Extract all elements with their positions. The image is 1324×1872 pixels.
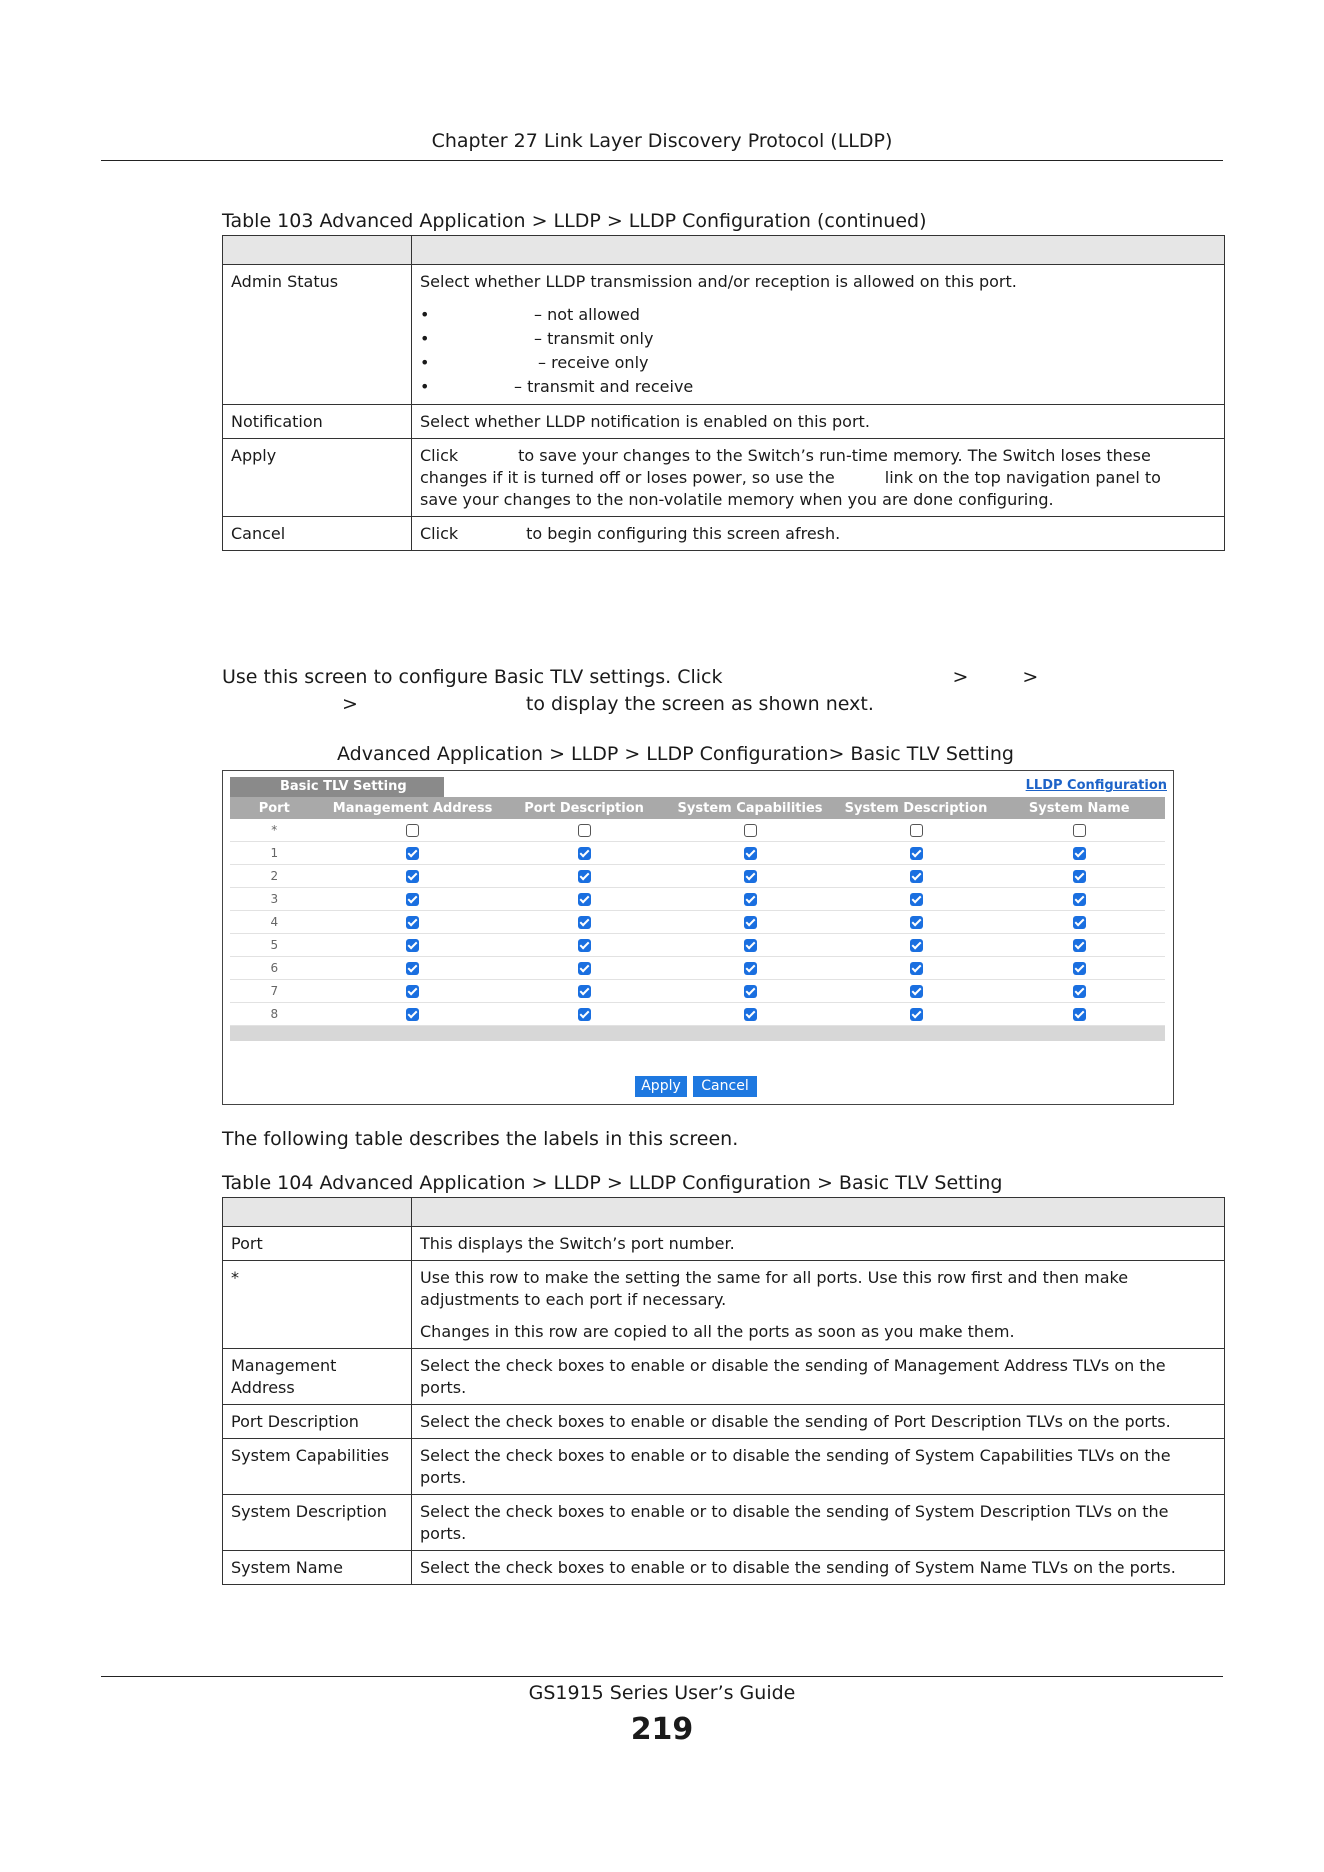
row-description (412, 517, 1225, 551)
description-text: Select the check boxes to enable or disable the sending of Management Address TLVs on the ports. (420, 1356, 1166, 1397)
checkbox-cell (839, 911, 994, 934)
table-row (223, 439, 1225, 517)
tlv-checkbox[interactable] (1073, 824, 1086, 837)
checkbox-cell (507, 911, 662, 934)
port-number: 8 (230, 1003, 319, 1026)
column-header: Port (230, 797, 319, 819)
text-fragment: Click (420, 446, 459, 465)
checkbox-cell (662, 888, 839, 911)
tlv-checkbox[interactable] (578, 962, 591, 975)
tlv-checkbox[interactable] (744, 893, 757, 906)
lldp-configuration-link[interactable]: LLDP Configuration (1025, 778, 1167, 793)
checkbox-cell (839, 934, 994, 957)
checkbox-cell (839, 819, 994, 842)
checkbox-cell (319, 1003, 507, 1026)
tlv-checkbox[interactable] (910, 824, 923, 837)
checkbox-cell (993, 888, 1165, 911)
table-row (223, 1551, 1225, 1585)
checkbox-cell (993, 934, 1165, 957)
description-text: Select the check boxes to enable or disable the sending of Port Description TLVs on the ports. (420, 1412, 1171, 1431)
checkbox-cell (507, 819, 662, 842)
checkbox-cell (839, 1003, 994, 1026)
intro-paragraph (222, 664, 1222, 718)
tlv-checkbox[interactable] (744, 962, 757, 975)
tlv-checkbox[interactable] (910, 870, 923, 883)
tlv-checkbox[interactable] (1073, 962, 1086, 975)
row-label: Management Address (223, 1349, 412, 1405)
checkbox-cell (993, 980, 1165, 1003)
bullet-item: • – receive only (420, 351, 1216, 375)
checkbox-cell (839, 980, 994, 1003)
port-row (230, 980, 1165, 1003)
checkbox-cell (507, 957, 662, 980)
tlv-checkbox[interactable] (406, 1008, 419, 1021)
port-number: 2 (230, 865, 319, 888)
text-fragment: > (1022, 666, 1039, 688)
row-label: Notification (223, 405, 412, 439)
bullet-item: • – transmit only (420, 327, 1216, 351)
tlv-checkbox[interactable] (406, 939, 419, 952)
checkbox-cell (319, 865, 507, 888)
text-fragment: to save your changes to the Switch’s run-time memory. The Switch loses these (518, 446, 1151, 465)
table-103-caption: Table 103 Advanced Application > LLDP > LLDP Configuration (continued) (222, 210, 927, 232)
tlv-checkbox[interactable] (406, 824, 419, 837)
checkbox-cell (839, 865, 994, 888)
port-row (230, 934, 1165, 957)
description-text: Select whether LLDP transmission and/or reception is allowed on this port. (420, 272, 1017, 291)
port-row (230, 911, 1165, 934)
tlv-checkbox[interactable] (744, 1008, 757, 1021)
figure-caption: Advanced Application > LLDP > LLDP Configuration> Basic TLV Setting (337, 743, 1014, 765)
checkbox-cell (507, 1003, 662, 1026)
tlv-checkbox[interactable] (578, 870, 591, 883)
tlv-checkbox[interactable] (910, 939, 923, 952)
column-header: System Capabilities (662, 797, 839, 819)
checkbox-cell (662, 911, 839, 934)
text-fragment: > (952, 666, 969, 688)
tlv-checkbox[interactable] (578, 985, 591, 998)
row-description (412, 1495, 1225, 1551)
checkbox-cell (993, 957, 1165, 980)
port-row (230, 957, 1165, 980)
tlv-checkbox[interactable] (578, 893, 591, 906)
header-cell (412, 236, 1225, 265)
description-text: This displays the Switch’s port number. (420, 1234, 735, 1253)
checkbox-cell (839, 957, 994, 980)
tlv-checkbox[interactable] (406, 847, 419, 860)
tlv-checkbox[interactable] (578, 847, 591, 860)
tlv-checkbox[interactable] (910, 847, 923, 860)
checkbox-cell (662, 1003, 839, 1026)
table-row (223, 1261, 1225, 1349)
row-label: System Name (223, 1551, 412, 1585)
bullet-item: • – not allowed (420, 303, 1216, 327)
checkbox-cell (993, 1003, 1165, 1026)
table-104-caption: Table 104 Advanced Application > LLDP > LLDP Configuration > Basic TLV Setting (222, 1172, 1003, 1194)
table-row (223, 517, 1225, 551)
table-row (223, 1495, 1225, 1551)
port-number: 3 (230, 888, 319, 911)
tlv-checkbox[interactable] (1073, 916, 1086, 929)
table-row (223, 405, 1225, 439)
port-number: 6 (230, 957, 319, 980)
tlv-checkbox[interactable] (744, 847, 757, 860)
column-header: System Description (839, 797, 994, 819)
grid-footer-bar (230, 1026, 1165, 1042)
table-row (223, 1227, 1225, 1261)
tlv-checkbox[interactable] (1073, 847, 1086, 860)
checkbox-cell (993, 911, 1165, 934)
page-number: 219 (630, 1712, 694, 1747)
port-number: 5 (230, 934, 319, 957)
tlv-checkbox[interactable] (406, 985, 419, 998)
cancel-button[interactable]: Cancel (693, 1076, 757, 1097)
checkbox-cell (507, 888, 662, 911)
bullet-text: – transmit and receive (514, 377, 694, 396)
tlv-checkbox[interactable] (910, 1008, 923, 1021)
table-row (223, 265, 1225, 405)
tlv-checkbox[interactable] (578, 939, 591, 952)
checkbox-cell (993, 819, 1165, 842)
port-row (230, 1003, 1165, 1026)
checkbox-cell (319, 842, 507, 865)
table-103 (222, 235, 1225, 551)
port-row (230, 865, 1165, 888)
tlv-checkbox[interactable] (578, 1008, 591, 1021)
tlv-checkbox[interactable] (1073, 870, 1086, 883)
port-number: * (230, 819, 319, 842)
tlv-checkbox[interactable] (744, 824, 757, 837)
checkbox-cell (662, 934, 839, 957)
bullet-text: – transmit only (534, 329, 654, 348)
row-description (412, 1405, 1225, 1439)
basic-tlv-screenshot (222, 770, 1174, 1105)
row-description (412, 1349, 1225, 1405)
tlv-checkbox[interactable] (910, 985, 923, 998)
description-text: Changes in this row are copied to all the ports as soon as you make them. (420, 1322, 1015, 1341)
tlv-checkbox[interactable] (1073, 1008, 1086, 1021)
checkbox-cell (662, 865, 839, 888)
panel-title: Basic TLV Setting (230, 777, 444, 797)
row-description (412, 1227, 1225, 1261)
checkbox-cell (319, 934, 507, 957)
description-text: Select the check boxes to enable or to disable the sending of System Description TLVs on the ports. (420, 1502, 1169, 1543)
checkbox-cell (839, 842, 994, 865)
tlv-checkbox[interactable] (578, 824, 591, 837)
description-text: Select the check boxes to enable or to disable the sending of System Capabilities TLVs on the ports. (420, 1446, 1171, 1487)
checkbox-cell (993, 842, 1165, 865)
text-fragment: link on the top navigation panel to (884, 468, 1161, 487)
tlv-checkbox[interactable] (406, 893, 419, 906)
tlv-checkbox[interactable] (1073, 985, 1086, 998)
tlv-checkbox[interactable] (406, 916, 419, 929)
tlv-checkbox[interactable] (744, 985, 757, 998)
text-fragment: changes if it is turned off or loses power, so use the (420, 468, 835, 487)
row-description (412, 265, 1225, 405)
description-text: Use this row to make the setting the same for all ports. Use this row first and then make adjustments to each port if necessary. (420, 1268, 1129, 1309)
header-cell (223, 1198, 412, 1227)
checkbox-cell (507, 842, 662, 865)
checkbox-cell (662, 819, 839, 842)
tlv-checkbox[interactable] (578, 916, 591, 929)
row-description (412, 1439, 1225, 1495)
text-fragment: save your changes to the non-volatile memory when you are done configuring. (420, 490, 1054, 509)
tlv-checkbox[interactable] (406, 870, 419, 883)
column-header: Port Description (507, 797, 662, 819)
tlv-grid (230, 797, 1165, 1041)
bullet-item: • – transmit and receive (420, 375, 1216, 399)
row-label: Cancel (223, 517, 412, 551)
checkbox-cell (319, 888, 507, 911)
footer-rule (101, 1676, 1223, 1677)
table-104 (222, 1197, 1225, 1585)
header-rule (101, 160, 1223, 161)
row-description (412, 1551, 1225, 1585)
port-number: 7 (230, 980, 319, 1003)
row-description: Select whether LLDP notification is enabled on this port. (412, 405, 1225, 439)
checkbox-cell (662, 842, 839, 865)
checkbox-cell (662, 957, 839, 980)
bullet-text: – not allowed (534, 305, 640, 324)
table-row (223, 1439, 1225, 1495)
tlv-checkbox[interactable] (1073, 939, 1086, 952)
tlv-checkbox[interactable] (910, 962, 923, 975)
tlv-checkbox[interactable] (910, 916, 923, 929)
checkbox-cell (319, 980, 507, 1003)
table-row (223, 1405, 1225, 1439)
checkbox-cell (839, 888, 994, 911)
tlv-checkbox[interactable] (910, 893, 923, 906)
row-description (412, 1261, 1225, 1349)
tlv-checkbox[interactable] (744, 870, 757, 883)
row-label: System Capabilities (223, 1439, 412, 1495)
apply-button[interactable]: Apply (635, 1076, 687, 1097)
grid-header-row (230, 797, 1165, 819)
checkbox-cell (993, 865, 1165, 888)
port-row (230, 819, 1165, 842)
grid-footer-cell (230, 1026, 1165, 1042)
tlv-checkbox[interactable] (406, 962, 419, 975)
tlv-checkbox[interactable] (744, 916, 757, 929)
header-cell (223, 236, 412, 265)
following-text: The following table describes the labels in this screen. (222, 1128, 739, 1150)
table-header-row (223, 1198, 1225, 1227)
checkbox-cell (319, 957, 507, 980)
table-row (223, 1349, 1225, 1405)
guide-title: GS1915 Series User’s Guide (528, 1682, 796, 1704)
description-text: Select the check boxes to enable or to disable the sending of System Name TLVs on the ports. (420, 1558, 1176, 1577)
row-label: Port (223, 1227, 412, 1261)
checkbox-cell (319, 911, 507, 934)
chapter-title: Chapter 27 Link Layer Discovery Protocol (LLDP) (431, 130, 893, 152)
header-cell (412, 1198, 1225, 1227)
column-header: Management Address (319, 797, 507, 819)
port-row (230, 888, 1165, 911)
row-label: Admin Status (223, 265, 412, 405)
tlv-checkbox[interactable] (744, 939, 757, 952)
checkbox-cell (319, 819, 507, 842)
checkbox-cell (662, 980, 839, 1003)
text-fragment: Use this screen to configure Basic TLV settings. Click (222, 666, 723, 688)
text-fragment: Click (420, 524, 459, 543)
column-header: System Name (993, 797, 1165, 819)
port-row (230, 842, 1165, 865)
port-number: 4 (230, 911, 319, 934)
row-label: Port Description (223, 1405, 412, 1439)
table-header-row (223, 236, 1225, 265)
row-label: System Description (223, 1495, 412, 1551)
checkbox-cell (507, 865, 662, 888)
row-description (412, 439, 1225, 517)
port-number: 1 (230, 842, 319, 865)
checkbox-cell (507, 934, 662, 957)
checkbox-cell (507, 980, 662, 1003)
row-label: * (223, 1261, 412, 1349)
bullet-text: – receive only (538, 353, 649, 372)
text-fragment: to begin configuring this screen afresh. (526, 524, 841, 543)
text-fragment: > (342, 693, 358, 715)
text-fragment: to display the screen as shown next. (525, 693, 874, 715)
row-label: Apply (223, 439, 412, 517)
tlv-checkbox[interactable] (1073, 893, 1086, 906)
